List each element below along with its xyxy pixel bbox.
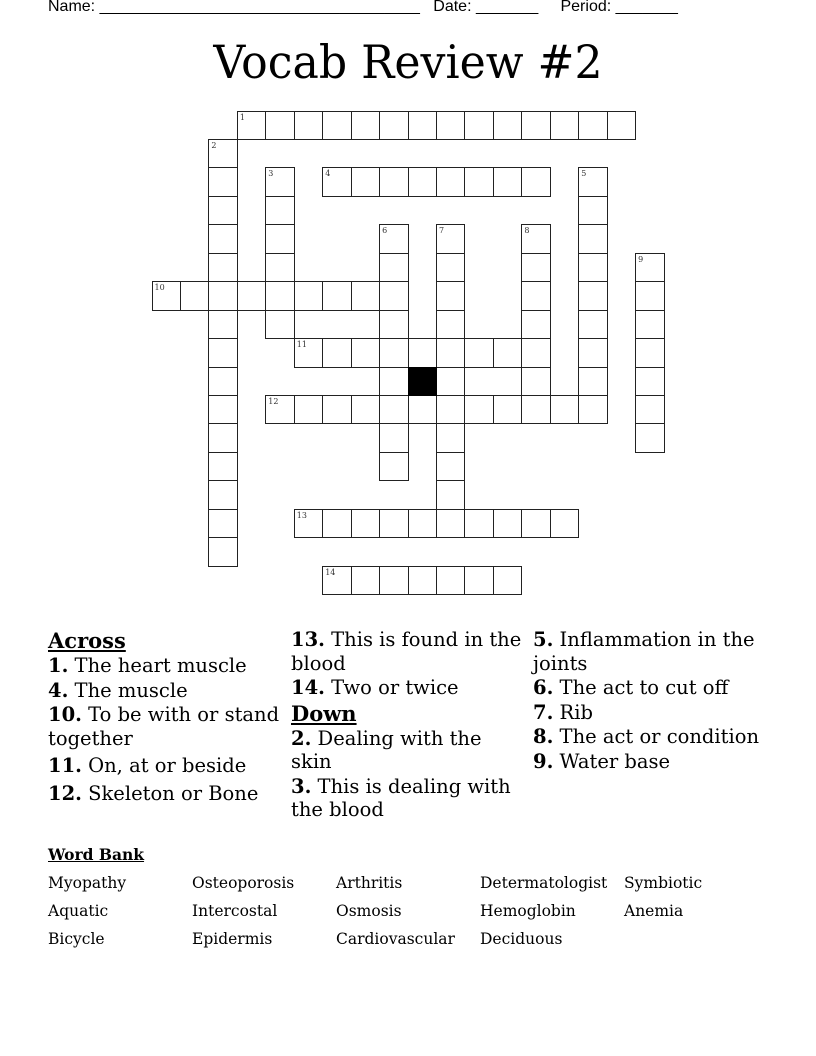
word-bank-item: Epidermis — [192, 930, 273, 948]
name-field[interactable]: Name: ____________________________________ — [48, 0, 420, 15]
grid-cell[interactable] — [578, 253, 607, 282]
grid-cell[interactable] — [436, 281, 465, 310]
grid-cell[interactable] — [379, 224, 408, 253]
grid-cell[interactable] — [550, 395, 579, 424]
clue-text: Dealing with the skin — [291, 726, 482, 773]
grid-cell[interactable] — [379, 111, 408, 140]
grid-cell[interactable] — [208, 452, 237, 481]
grid-cell[interactable] — [379, 281, 408, 310]
clue-text: The act or condition — [553, 725, 760, 748]
grid-cell[interactable] — [152, 281, 181, 310]
grid-cell[interactable] — [208, 395, 237, 424]
clue-number: 7. — [533, 700, 554, 724]
grid-cell[interactable] — [351, 338, 380, 367]
grid-cell[interactable] — [635, 253, 664, 282]
grid-cell[interactable] — [635, 338, 664, 367]
grid-cell[interactable] — [351, 281, 380, 310]
grid-cell[interactable] — [208, 367, 237, 396]
grid-cell[interactable] — [578, 196, 607, 225]
grid-cell[interactable] — [208, 310, 237, 339]
word-bank — [48, 872, 768, 950]
grid-cell[interactable] — [521, 367, 550, 396]
grid-cell[interactable] — [351, 111, 380, 140]
grid-cell[interactable] — [635, 367, 664, 396]
grid-cell[interactable] — [493, 566, 522, 595]
word-bank-item: Osteoporosis — [192, 874, 295, 892]
grid-cell[interactable] — [265, 253, 294, 282]
grid-cell[interactable] — [521, 111, 550, 140]
clue-text: This is dealing with the blood — [291, 774, 511, 821]
grid-cell[interactable] — [322, 111, 351, 140]
grid-cell[interactable] — [521, 509, 550, 538]
grid-cell[interactable] — [436, 224, 465, 253]
clue-text: On, at or beside — [81, 754, 247, 777]
clue-text: Rib — [553, 700, 593, 724]
clue-down-3 — [291, 775, 526, 822]
grid-cell[interactable] — [607, 111, 636, 140]
word-bank-item: Intercostal — [192, 902, 278, 920]
clue-number-label: 1 — [239, 112, 245, 122]
grid-cell[interactable] — [521, 281, 550, 310]
grid-cell[interactable] — [578, 395, 607, 424]
grid-cell[interactable] — [265, 167, 294, 196]
grid-cell[interactable] — [265, 224, 294, 253]
grid-cell[interactable] — [208, 509, 237, 538]
grid-cell[interactable] — [436, 480, 465, 509]
clue-down-6 — [533, 676, 768, 700]
clue-down-5 — [533, 628, 768, 675]
clue-number-label: 5 — [581, 169, 587, 179]
grid-cell[interactable] — [436, 310, 465, 339]
clue-number-label: 13 — [296, 510, 307, 520]
clue-across-1 — [48, 654, 283, 678]
clue-number: 1. — [48, 654, 69, 677]
grid-cell[interactable] — [578, 167, 607, 196]
period-field[interactable]: Period: _______ — [560, 0, 678, 15]
grid-cell[interactable] — [208, 537, 237, 566]
clue-across-14 — [291, 676, 526, 700]
clue-number-label: 4 — [325, 169, 331, 179]
grid-cell[interactable] — [436, 423, 465, 452]
grid-cell[interactable] — [464, 111, 493, 140]
grid-cell[interactable] — [408, 395, 437, 424]
grid-cell[interactable] — [379, 566, 408, 595]
grid-cell[interactable] — [351, 395, 380, 424]
clue-text: To be with or stand together — [48, 703, 280, 750]
clue-number-label: 7 — [439, 226, 445, 236]
grid-cell[interactable] — [408, 111, 437, 140]
grid-cell[interactable] — [351, 167, 380, 196]
grid-cell[interactable] — [578, 224, 607, 253]
clues-column-1 — [48, 628, 283, 806]
date-field[interactable]: Date: _______ — [433, 0, 539, 15]
grid-cell[interactable] — [408, 566, 437, 595]
grid-cell[interactable] — [436, 509, 465, 538]
grid-cell[interactable] — [265, 395, 294, 424]
clue-number: 13. — [291, 628, 325, 651]
word-bank-item: Determatologist — [480, 874, 608, 892]
clue-number: 3. — [291, 774, 312, 798]
clue-text: Water base — [553, 749, 671, 773]
grid-cell[interactable] — [379, 367, 408, 396]
grid-cell[interactable] — [294, 111, 323, 140]
grid-cell[interactable] — [408, 338, 437, 367]
down-heading: Down — [291, 700, 357, 726]
word-bank-item: Hemoglobin — [480, 902, 576, 920]
clue-number-label: 12 — [268, 397, 279, 406]
grid-cell[interactable] — [635, 395, 664, 424]
clue-text: The heart muscle — [68, 654, 247, 677]
grid-cell[interactable] — [436, 167, 465, 196]
grid-cell[interactable] — [408, 509, 437, 538]
grid-cell[interactable] — [464, 338, 493, 367]
grid-cell[interactable] — [578, 367, 607, 396]
clue-number-label: 8 — [524, 226, 530, 236]
grid-cell[interactable] — [322, 338, 351, 367]
grid-cell[interactable] — [351, 509, 380, 538]
grid-cell[interactable] — [521, 338, 550, 367]
clue-text: Two or twice — [324, 676, 459, 699]
word-bank-item: Deciduous — [480, 930, 563, 948]
grid-cell[interactable] — [265, 281, 294, 310]
grid-cell[interactable] — [294, 338, 323, 367]
clue-number: 5. — [533, 628, 554, 651]
grid-cell[interactable] — [521, 224, 550, 253]
word-bank-item: Anemia — [624, 902, 684, 920]
grid-cell[interactable] — [493, 111, 522, 140]
grid-cell[interactable] — [265, 196, 294, 225]
grid-cell[interactable] — [436, 111, 465, 140]
grid-cell[interactable] — [208, 338, 237, 367]
grid-cell[interactable] — [464, 395, 493, 424]
clue-number: 9. — [533, 749, 554, 773]
grid-cell[interactable] — [408, 167, 437, 196]
clue-number-label: 10 — [154, 283, 165, 293]
grid-cell[interactable] — [379, 310, 408, 339]
clue-number-label: 2 — [211, 140, 217, 150]
across-heading: Across — [48, 628, 126, 653]
word-bank-item: Osmosis — [336, 902, 402, 920]
clue-across-13 — [291, 628, 526, 675]
clue-number-label: 11 — [296, 340, 307, 350]
grid-cell[interactable] — [521, 167, 550, 196]
word-bank-title: Word Bank — [48, 845, 145, 864]
clue-number: 6. — [533, 676, 554, 699]
clue-number-label: 14 — [325, 567, 336, 577]
clue-across-12 — [48, 782, 283, 806]
clue-text: The act to cut off — [553, 676, 729, 699]
clue-text: This is found in the blood — [291, 628, 522, 675]
clue-across-11 — [48, 754, 283, 778]
grid-cell[interactable] — [436, 566, 465, 595]
grid-cell[interactable] — [322, 281, 351, 310]
grid-cell[interactable] — [237, 111, 266, 140]
word-bank-item: Arthritis — [336, 874, 403, 892]
grid-cell[interactable] — [493, 167, 522, 196]
grid-cell[interactable] — [635, 281, 664, 310]
grid-cell[interactable] — [180, 281, 209, 310]
grid-cell[interactable] — [379, 452, 408, 481]
word-bank-item: Aquatic — [48, 902, 109, 920]
clue-number: 4. — [48, 678, 69, 702]
grid-cell[interactable] — [379, 423, 408, 452]
grid-cell[interactable] — [208, 167, 237, 196]
grid-cell[interactable] — [351, 566, 380, 595]
clue-down-8 — [533, 725, 768, 749]
grid-cell[interactable] — [464, 566, 493, 595]
grid-cell[interactable] — [322, 566, 351, 595]
grid-cell[interactable] — [521, 395, 550, 424]
grid-cell[interactable] — [294, 509, 323, 538]
grid-cell[interactable] — [578, 111, 607, 140]
grid-cell[interactable] — [265, 310, 294, 339]
grid-cell[interactable] — [265, 111, 294, 140]
grid-cell[interactable] — [322, 167, 351, 196]
grid-cell[interactable] — [578, 310, 607, 339]
word-bank-item: Myopathy — [48, 874, 127, 892]
grid-cell[interactable] — [379, 338, 408, 367]
clue-number-label: 6 — [382, 226, 388, 236]
grid-cell[interactable] — [436, 395, 465, 424]
clue-across-4 — [48, 679, 283, 703]
grid-cell[interactable] — [436, 367, 465, 396]
clue-number: 8. — [533, 725, 554, 748]
grid-cell[interactable] — [208, 224, 237, 253]
grid-cell[interactable] — [436, 338, 465, 367]
word-bank-item: Bicycle — [48, 930, 105, 948]
grid-cell[interactable] — [436, 253, 465, 282]
clue-number: 14. — [291, 676, 325, 699]
grid-cell[interactable] — [464, 167, 493, 196]
clue-down-2 — [291, 727, 526, 774]
clue-number-label: 9 — [638, 254, 644, 264]
clues-column-3 — [533, 628, 768, 774]
clue-number: 11. — [48, 754, 82, 777]
clue-number: 2. — [291, 726, 312, 750]
word-bank-item: Symbiotic — [624, 874, 703, 892]
grid-cell[interactable] — [379, 509, 408, 538]
clue-text: Inflammation in the joints — [533, 628, 755, 675]
grid-cell[interactable] — [578, 338, 607, 367]
grid-cell[interactable] — [521, 253, 550, 282]
grid-cell[interactable] — [521, 310, 550, 339]
black-cell — [408, 367, 437, 396]
grid-cell[interactable] — [208, 196, 237, 225]
grid-cell[interactable] — [208, 281, 237, 310]
clue-number: 10. — [48, 703, 82, 726]
grid-cell[interactable] — [379, 167, 408, 196]
clue-text: Skeleton or Bone — [81, 781, 259, 805]
grid-cell[interactable] — [237, 281, 266, 310]
clues-column-2 — [291, 628, 526, 823]
clue-down-7 — [533, 701, 768, 725]
clue-down-9 — [533, 750, 768, 774]
grid-cell[interactable] — [379, 253, 408, 282]
grid-cell[interactable] — [550, 111, 579, 140]
page-title: Vocab Review #2 — [213, 35, 603, 89]
grid-cell[interactable] — [493, 509, 522, 538]
grid-cell[interactable] — [493, 338, 522, 367]
clue-across-10 — [48, 703, 283, 750]
grid-cell[interactable] — [578, 281, 607, 310]
clue-number-label: 3 — [268, 169, 274, 179]
grid-cell[interactable] — [208, 480, 237, 509]
grid-cell[interactable] — [464, 509, 493, 538]
grid-cell[interactable] — [208, 423, 237, 452]
grid-cell[interactable] — [436, 452, 465, 481]
grid-cell[interactable] — [493, 395, 522, 424]
grid-cell[interactable] — [379, 395, 408, 424]
grid-cell[interactable] — [322, 395, 351, 424]
grid-cell[interactable] — [635, 310, 664, 339]
grid-cell[interactable] — [294, 281, 323, 310]
clue-number: 12. — [48, 781, 82, 805]
grid-cell[interactable] — [550, 509, 579, 538]
word-bank-item: Cardiovascular — [336, 930, 455, 948]
clue-text: The muscle — [68, 678, 188, 702]
grid-cell[interactable] — [635, 423, 664, 452]
grid-cell[interactable] — [322, 509, 351, 538]
grid-cell[interactable] — [208, 139, 237, 168]
grid-cell[interactable] — [294, 395, 323, 424]
grid-cell[interactable] — [208, 253, 237, 282]
